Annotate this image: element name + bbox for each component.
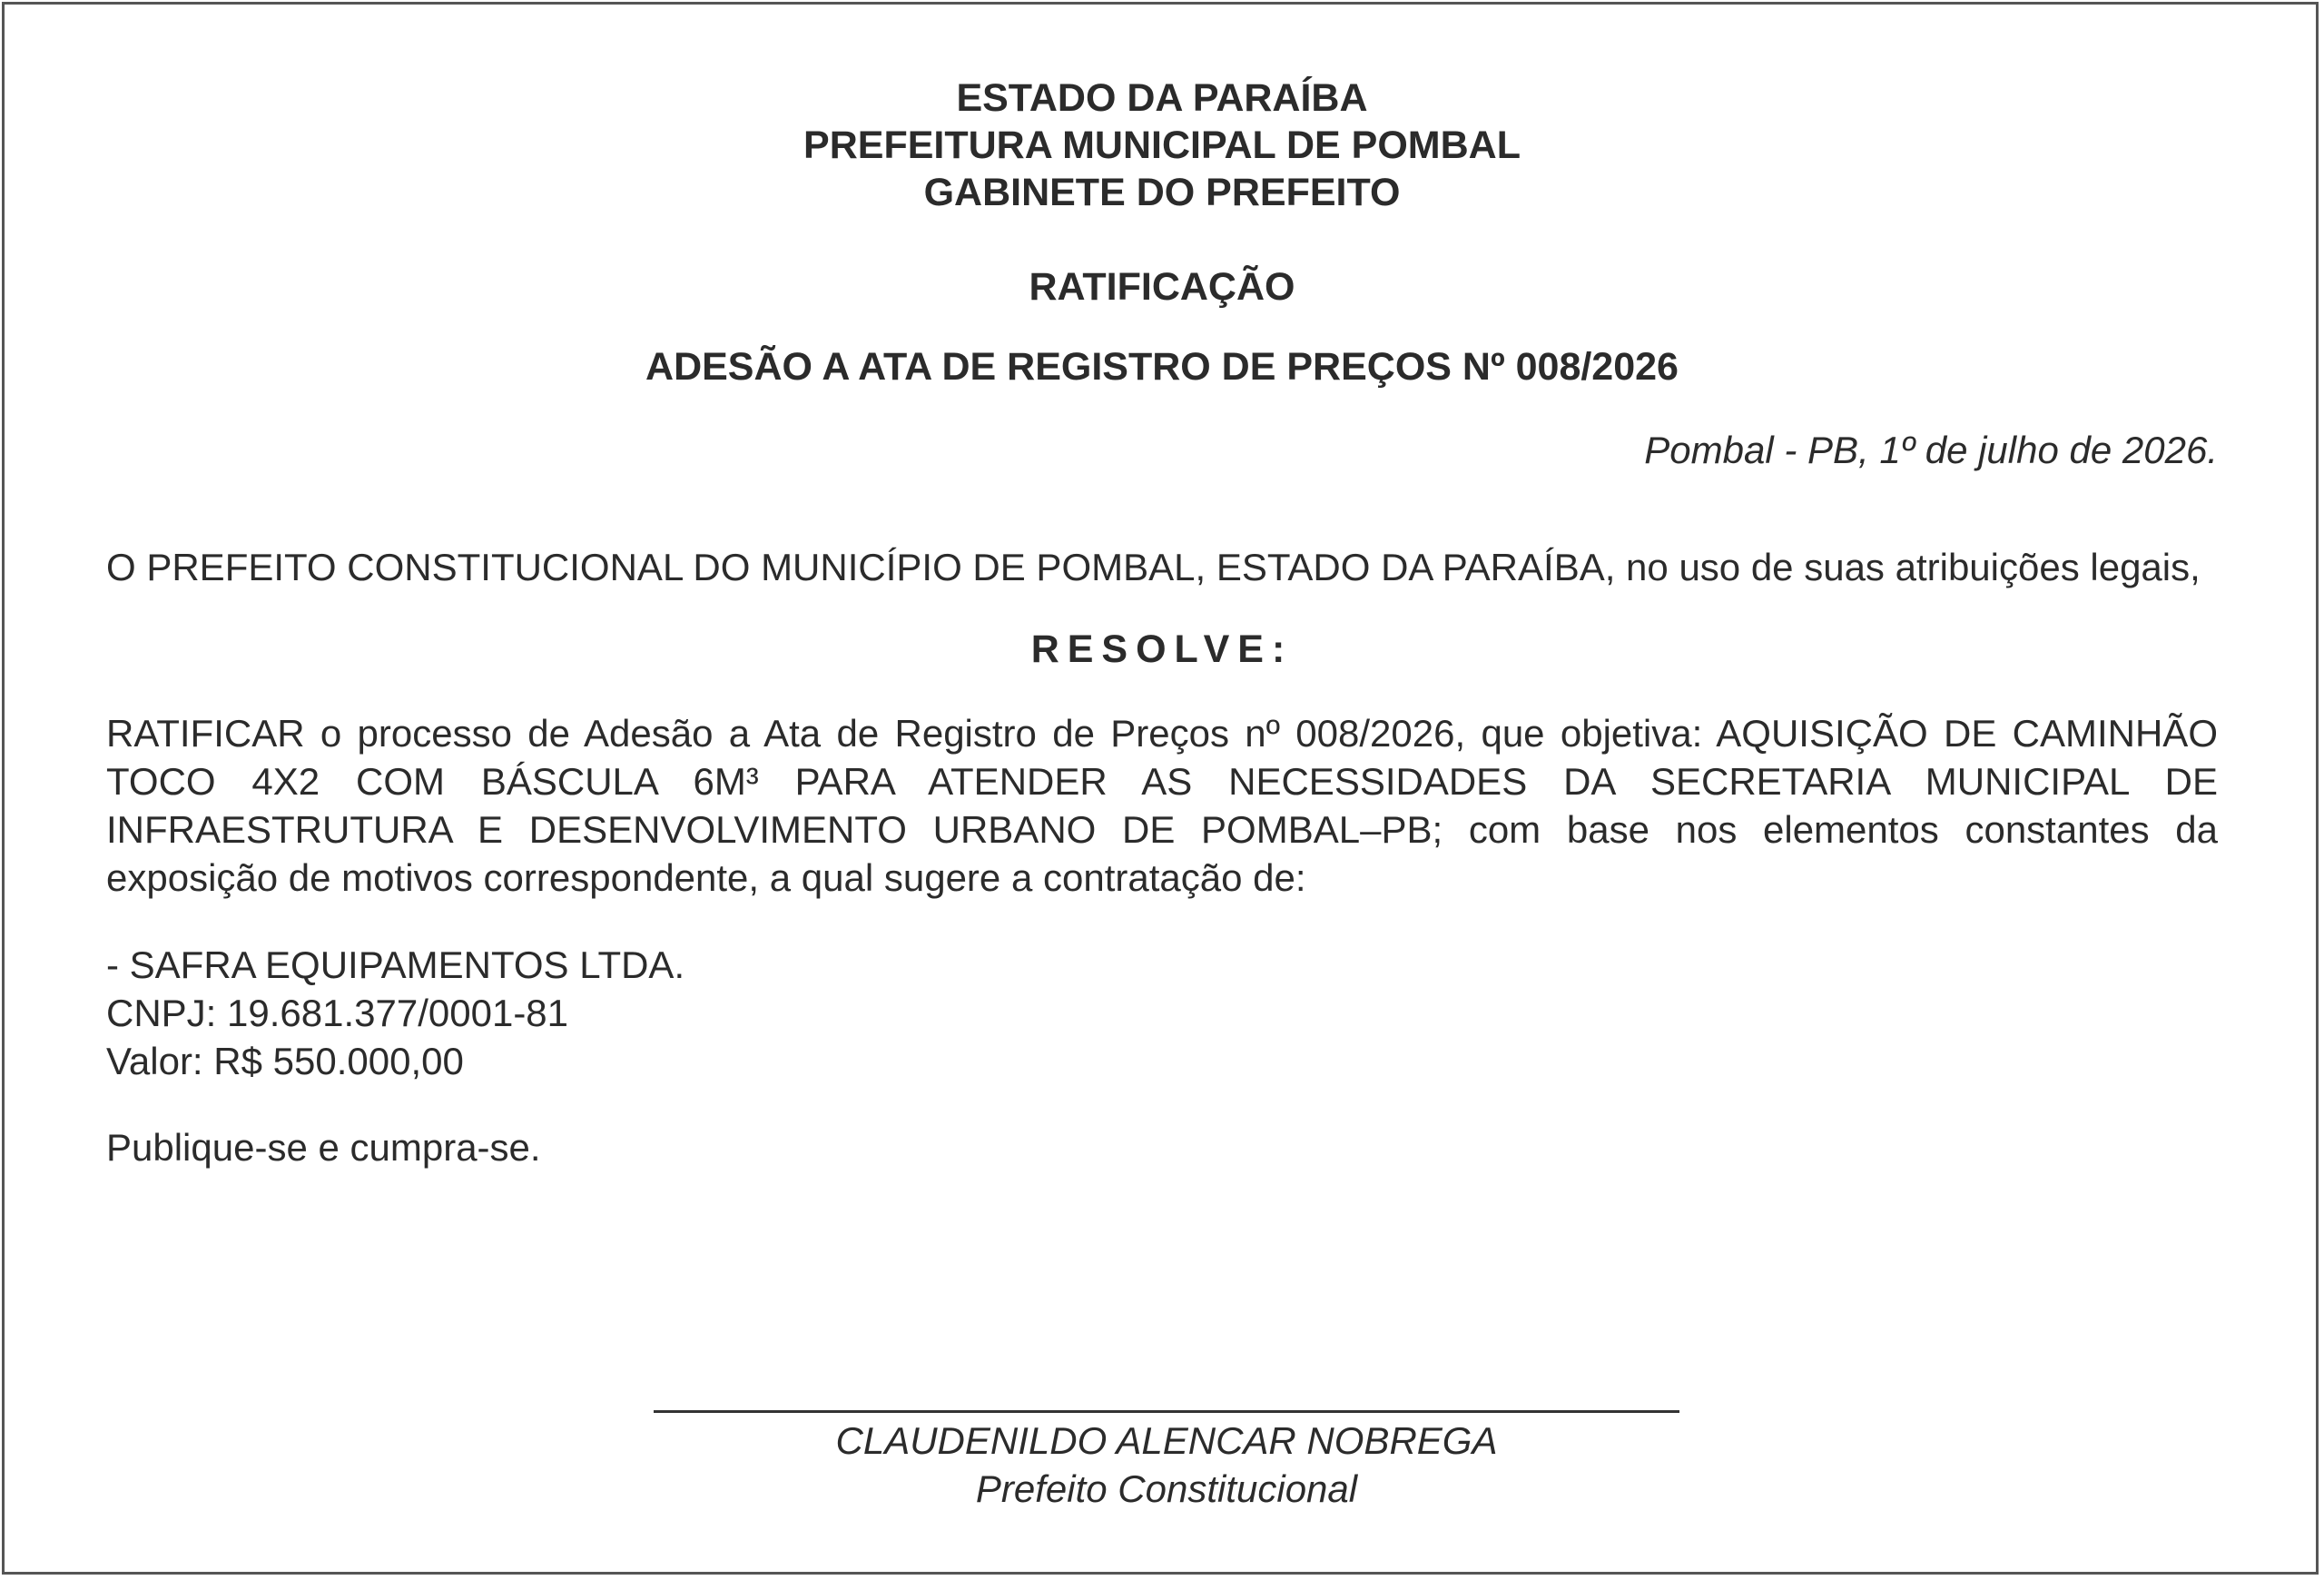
document-body [106, 74, 2218, 1171]
document-title: RATIFICAÇÃO [1029, 265, 1295, 309]
contractor-block [106, 941, 2218, 1085]
document-subtitle: ADESÃO A ATA DE REGISTRO DE PREÇOS Nº 008/2026 [645, 345, 1679, 389]
resolve-heading: RESOLVE: [1030, 627, 1294, 671]
contractor-value: Valor: R$ 550.000,00 [106, 1040, 464, 1082]
place-date: Pombal - PB, 1º de julho de 2026. [1644, 429, 2218, 471]
header-state: ESTADO DA PARAÍBA [956, 76, 1368, 120]
header-prefecture: PREFEITURA MUNICIPAL DE POMBAL [803, 123, 1521, 167]
contractor-name: - SAFRA EQUIPAMENTOS LTDA. [106, 943, 685, 986]
body-paragraph: RATIFICAR o processo de Adesão a Ata de Registro de Preços nº 008/2026, que objetiva: AQUISIÇÃO DE CAMINHÃO TOCO 4X2 COM BÁSCULA 6M³ PARA ATENDER AS NECESSIDADES DA SECRETARIA MUNICIPAL DE INFRAESTRUTURA E DESENVOLVIMENTO URBANO DE POMBAL–PB; com base nos elementos constantes da exposição de motivos correspondente, a qual sugere a contratação de: [106, 712, 2218, 899]
signature-block [654, 1410, 1679, 1513]
contractor-cnpj: CNPJ: 19.681.377/0001-81 [106, 992, 569, 1034]
signature-role: Prefeito Constitucional [975, 1467, 1358, 1510]
header-office: GABINETE DO PREFEITO [923, 171, 1401, 214]
intro-paragraph: O PREFEITO CONSTITUCIONAL DO MUNICÍPIO DE POMBAL, ESTADO DA PARAÍBA, no uso de suas atribuições legais, [106, 546, 2201, 588]
document-header [106, 74, 2218, 216]
closing-text: Publique-se e cumpra-se. [106, 1126, 541, 1169]
signature-name: CLAUDENILDO ALENCAR NOBREGA [835, 1419, 1498, 1462]
